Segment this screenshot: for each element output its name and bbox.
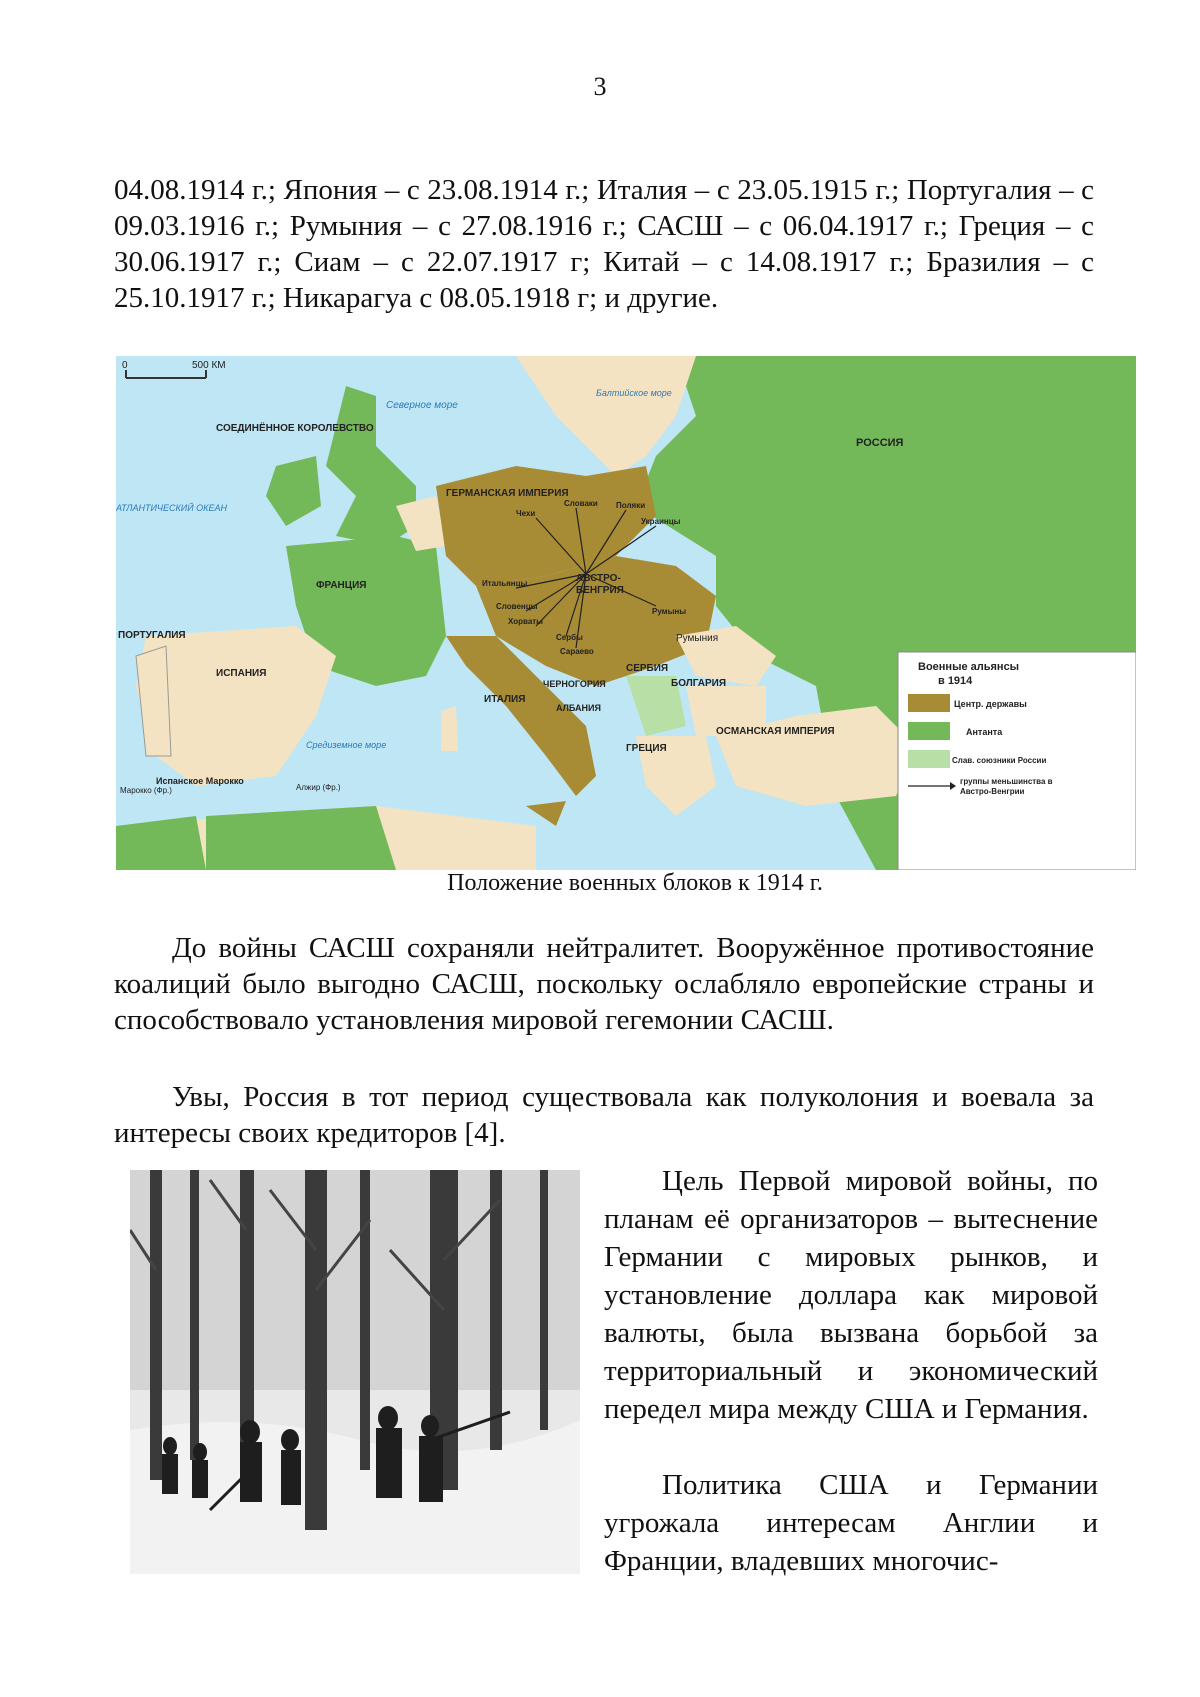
minority-label-slovaks: Словаки (564, 499, 598, 508)
minority-label-sarajevo: Сараево (560, 647, 594, 656)
minority-label-czechs: Чехи (516, 509, 536, 518)
scale-label: 500 КМ (192, 360, 226, 371)
label-atlantic: АТЛАНТИЧЕСКИЙ ОКЕАН (116, 503, 227, 513)
paragraph-1: До войны САСШ сохраняли нейтралитет. Вооружённое противостояние коалиций было выгодно САСШ, поскольку ослабляло европейские страны и способствовало установления мировой гегемонии САСШ. (114, 932, 1094, 1036)
label-portugal: ПОРТУГАЛИЯ (118, 630, 186, 641)
map-legend (898, 652, 1136, 870)
top-paragraph: 04.08.1914 г.; Япония – с 23.08.1914 г.; Италия – с 23.05.1915 г.; Португалия – с 09.03.1916 г.; Румыния – с 27.08.1916 г.; САСШ – с 06.04.1917 г.; Греция – с 30.06.1917 г.; Сиам – с 22.07.1917 г; Китай – с 14.08.1917 г.; Бразилия – с 25.10.1917 г.; Никарагуа с 08.05.1918 г; и другие. (114, 174, 1094, 314)
label-italy: ИТАЛИЯ (484, 694, 526, 705)
label-austria-hungary-1: АВСТРО- (576, 573, 621, 584)
minority-label-romanians: Румыны (652, 607, 687, 616)
minority-label-slovenes: Словенцы (496, 602, 538, 611)
label-greece: ГРЕЦИЯ (626, 743, 667, 754)
side-paragraph-2: Политика США и Германии угрожала интересам Англии и Франции, владевших многочис- (604, 1469, 1098, 1577)
minority-label-serbs: Сербы (556, 633, 583, 642)
label-spanish-morocco: Испанское Марокко (156, 776, 244, 786)
label-ottoman: ОСМАНСКАЯ ИМПЕРИЯ (716, 726, 835, 737)
label-north-sea: Северное море (386, 400, 458, 411)
label-german-empire: ГЕРМАНСКАЯ ИМПЕРИЯ (446, 488, 569, 499)
page-number: 3 (593, 72, 607, 101)
paragraph-2: Увы, Россия в тот период существовала как полуколония и воевала за интересы своих кредиторов [4]. (114, 1081, 1094, 1149)
label-bulgaria: БОЛГАРИЯ (671, 678, 727, 689)
label-spain: ИСПАНИЯ (216, 668, 267, 679)
scale-zero: 0 (122, 360, 128, 371)
legend-minority-1: группы меньшинства в (960, 777, 1053, 786)
legend-title-1: Военные альянсы (918, 661, 1020, 673)
legend-central: Центр. державы (954, 699, 1027, 709)
europe-map-1914 (116, 356, 1136, 870)
label-montenegro: ЧЕРНОГОРИЯ (543, 679, 606, 689)
label-serbia: СЕРБИЯ (626, 663, 669, 674)
minority-label-poles: Поляки (616, 501, 646, 510)
legend-title-2: в 1914 (938, 675, 973, 687)
label-uk: СОЕДИНЁННОЕ КОРОЛЕВСТВО (216, 423, 374, 434)
label-mediterranean: Средиземное море (306, 740, 387, 750)
sardinia-region (441, 706, 458, 751)
minority-label-ukrainians: Украинцы (641, 517, 681, 526)
algeria-region (206, 806, 396, 870)
label-baltic-sea: Балтийское море (596, 388, 672, 398)
label-romania: Румыния (676, 633, 719, 644)
map-caption: Положение военных блоков к 1914 г. (447, 870, 823, 896)
label-algeria: Алжир (Фр.) (296, 783, 341, 792)
minority-label-croats: Хорваты (508, 617, 544, 626)
label-russia: РОССИЯ (856, 437, 904, 449)
label-france: ФРАНЦИЯ (316, 580, 367, 591)
side-paragraph-1: Цель Первой мировой войны, по планам её организаторов – вытеснение Германии с мировых рынков, и установление доллара как мировой валюты, была вызвана борьбой за территориальный и экономический передел мира между США и Германия. (604, 1165, 1098, 1425)
minority-label-italians: Итальянцы (482, 579, 528, 588)
label-morocco: Марокко (Фр.) (120, 786, 172, 795)
soldiers-forest-engraving (130, 1170, 580, 1574)
label-austria-hungary-2: ВЕНГРИЯ (576, 585, 624, 596)
legend-slav: Слав. союзники России (952, 756, 1047, 765)
label-albania: АЛБАНИЯ (556, 703, 601, 713)
legend-entente: Антанта (966, 727, 1003, 737)
legend-minority-2: Австро-Венгрии (960, 787, 1025, 796)
